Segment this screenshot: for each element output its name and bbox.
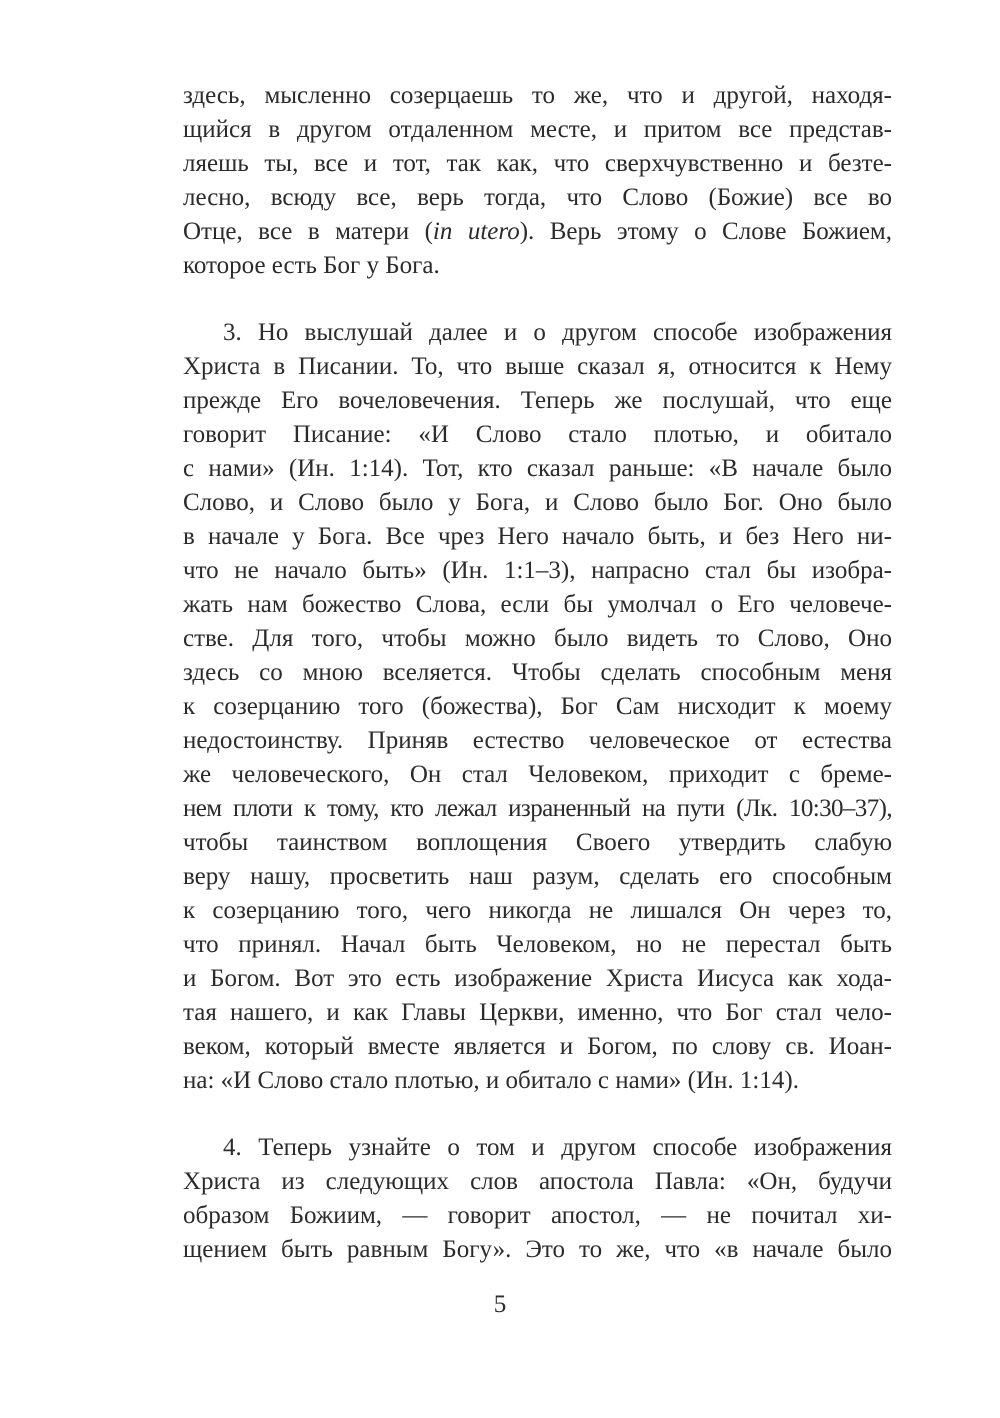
text-line: что принял. Начал быть Человеком, но не перестал быть: [183, 931, 892, 958]
text-line: же человеческого, Он стал Человеком, приходит с бреме-: [183, 761, 892, 788]
text-line: недостоинству. Приняв естество человеческое от естества: [183, 727, 892, 754]
text-line: и Богом. Вот это есть изображение Христа Иисуса как хода-: [183, 965, 892, 992]
text-line: щийся в другом отдаленном месте, и притом все представ-: [183, 116, 892, 143]
text-line: с нами» (Ин. 1:14). Тот, кто сказал раньше: «В начале было: [183, 455, 892, 482]
text-line: в начале у Бога. Все чрез Него начало быть, и без Него ни-: [183, 523, 892, 550]
text-line: лесно, всюду все, верь тогда, что Слово (Божие) все во: [183, 184, 892, 211]
paragraph-1: [183, 79, 892, 283]
text-line: на: «И Слово стало плотью, и обитало с нами» (Ин. 1:14).: [183, 1067, 799, 1094]
text-line: стве. Для того, чтобы можно было видеть то Слово, Оно: [183, 625, 892, 652]
text-line: образом Божиим, — говорит апостол, — не почитал хи-: [183, 1202, 892, 1229]
text-line: что не начало быть» (Ин. 1:1–3), напрасно стал бы изобра-: [183, 557, 892, 584]
text-line: здесь, мысленно созерцаешь то же, что и другой, находя-: [183, 82, 892, 109]
text-line: тая нашего, и как Главы Церкви, именно, что Бог стал чело-: [183, 999, 892, 1026]
text-line: к созерцанию того, чего никогда не лишался Он через то,: [183, 897, 892, 924]
text-line-indented: 4. Теперь узнайте о том и другом способе изображения: [223, 1134, 892, 1161]
text-line: щением быть равным Богу». Это то же, что «в начале было: [183, 1236, 892, 1263]
text-line: чтобы таинством воплощения Своего утвердить слабую: [183, 829, 892, 856]
text-line: говорит Писание: «И Слово стало плотью, и обитало: [183, 421, 892, 448]
text-line-with-italic: Отце, все в матери (in utero). Верь этому о Слове Божием,: [183, 218, 892, 245]
text-line: жать нам божество Слова, если бы умолчал о Его человече-: [183, 591, 892, 618]
text-line: Христа из следующих слов апостола Павла: «Он, будучи: [183, 1168, 892, 1195]
paragraph-spacer: [183, 1098, 892, 1131]
text-line: Христа в Писании. То, что выше сказал я, относится к Нему: [183, 353, 892, 380]
text-line: веру нашу, просветить наш разум, сделать его способным: [183, 863, 892, 890]
text-line: которое есть Бог у Бога.: [183, 252, 440, 279]
text-line: веком, который вместе является и Богом, по слову св. Иоан-: [183, 1033, 892, 1060]
paragraph-2: [183, 316, 892, 1098]
text-line: ляешь ты, все и тот, так как, что сверхчувственно и безте-: [183, 150, 892, 177]
paragraph-3: [183, 1131, 892, 1267]
text-line: нем плоти к тому, кто лежал израненный на пути (Лк. 10:30–37),: [183, 795, 892, 822]
paragraph-spacer: [183, 283, 892, 316]
italic-latin-phrase: in utero: [432, 218, 520, 245]
text-line: прежде Его вочеловечения. Теперь же послушай, что еще: [183, 387, 892, 414]
text-line: здесь со мною вселяется. Чтобы сделать способным меня: [183, 659, 892, 686]
body-text: [183, 79, 892, 1267]
page-number: 5: [493, 1291, 507, 1318]
text-line-indented: 3. Но выслушай далее и о другом способе изображения: [223, 319, 892, 346]
text-line: к созерцанию того (божества), Бог Сам нисходит к моему: [183, 693, 892, 720]
text-line: Слово, и Слово было у Бога, и Слово было Бог. Оно было: [183, 489, 892, 516]
